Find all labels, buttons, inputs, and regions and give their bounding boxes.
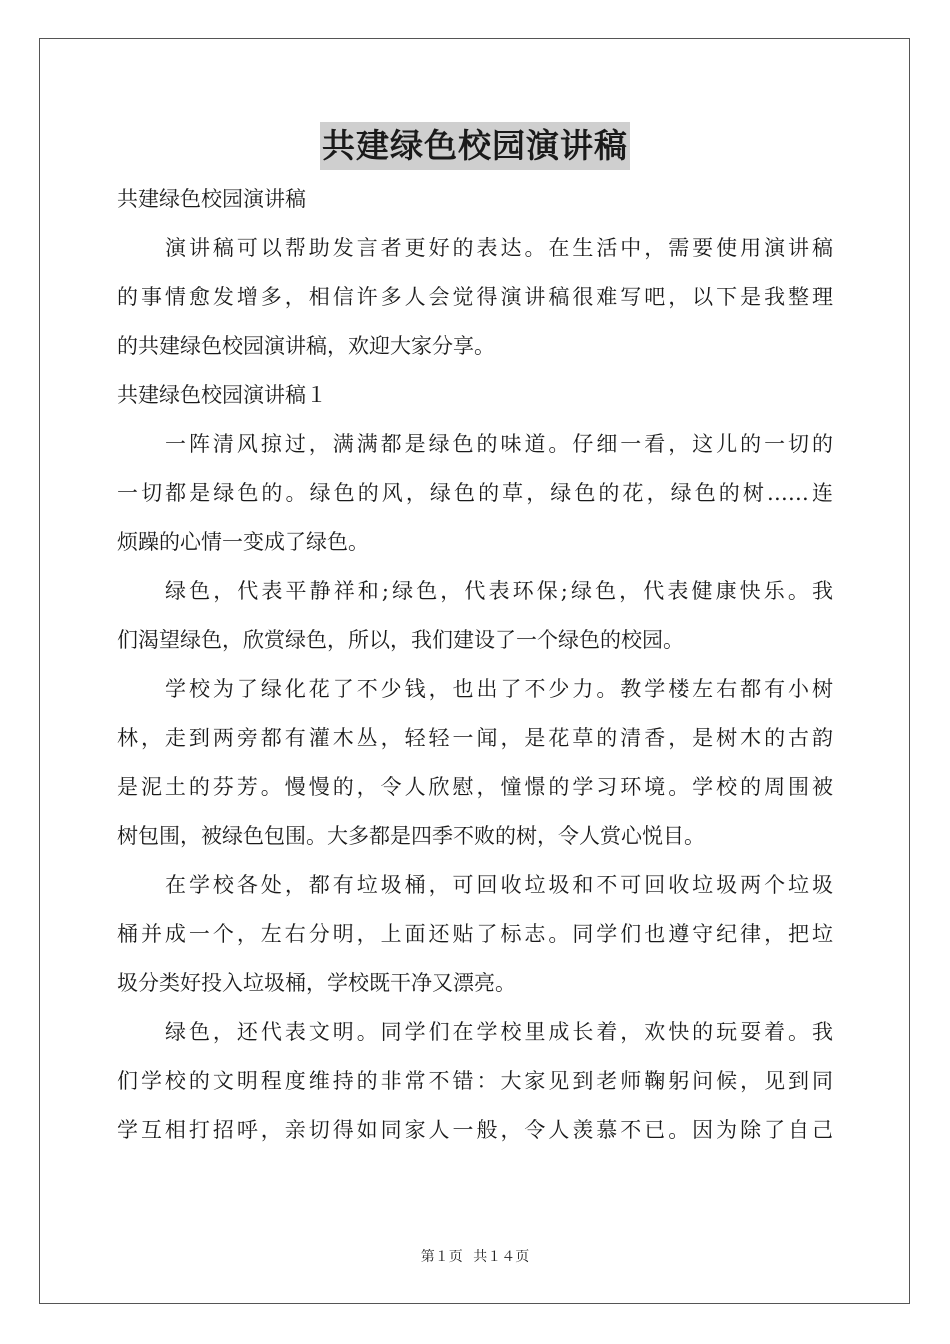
paragraph-line: 绿色，还代表文明。同学们在学校里成长着，欢快的玩耍着。我 [165, 1020, 833, 1044]
paragraph-line: 圾分类好投入垃圾桶，学校既干净又漂亮。 [117, 971, 516, 995]
paragraph-line: 烦躁的心情一变成了绿色。 [117, 530, 369, 554]
paragraph-line: 桶并成一个，左右分明，上面还贴了标志。同学们也遵守纪律，把垃 [117, 922, 833, 946]
paragraph-line: 是泥土的芬芳。慢慢的，令人欣慰，憧憬的学习环境。学校的周围被 [117, 775, 833, 799]
paragraph-line: 绿色，代表平静祥和;绿色，代表环保;绿色，代表健康快乐。我 [165, 579, 833, 603]
paragraph-line: 一阵清风掠过，满满都是绿色的味道。仔细一看，这儿的一切的 [165, 432, 833, 456]
page-number: 第１页 [420, 1249, 463, 1265]
document-title: 共建绿色校园演讲稿 [320, 122, 630, 170]
paragraph-line: 树包围，被绿色包围。大多都是四季不败的树，令人赏心悦目。 [117, 824, 705, 848]
section-heading: 共建绿色校园演讲稿１ [117, 383, 327, 407]
page-footer [0, 1246, 950, 1266]
paragraph-line: 一切都是绿色的。绿色的风，绿色的草，绿色的花，绿色的树……连 [117, 481, 833, 505]
document-body [117, 178, 833, 1158]
title-block [0, 122, 950, 170]
paragraph-line: 林，走到两旁都有灌木丛，轻轻一闻，是花草的清香，是树木的古韵 [117, 726, 833, 750]
subtitle-line: 共建绿色校园演讲稿 [117, 187, 306, 211]
paragraph-line: 的事情愈发增多，相信许多人会觉得演讲稿很难写吧，以下是我整理 [117, 285, 833, 309]
paragraph-line: 在学校各处，都有垃圾桶，可回收垃圾和不可回收垃圾两个垃圾 [165, 873, 833, 897]
total-pages: 共１４页 [473, 1249, 530, 1265]
paragraph-line: 演讲稿可以帮助发言者更好的表达。在生活中，需要使用演讲稿 [165, 236, 833, 260]
paragraph-line: 学互相打招呼，亲切得如同家人一般，令人羡慕不已。因为除了自己 [117, 1118, 833, 1142]
paragraph-line: 学校为了绿化花了不少钱，也出了不少力。教学楼左右都有小树 [165, 677, 833, 701]
paragraph-line: 们渴望绿色，欣赏绿色，所以，我们建设了一个绿色的校园。 [117, 628, 684, 652]
paragraph-line: 的共建绿色校园演讲稿，欢迎大家分享。 [117, 334, 495, 358]
paragraph-line: 们学校的文明程度维持的非常不错：大家见到老师鞠躬问候，见到同 [117, 1069, 833, 1093]
